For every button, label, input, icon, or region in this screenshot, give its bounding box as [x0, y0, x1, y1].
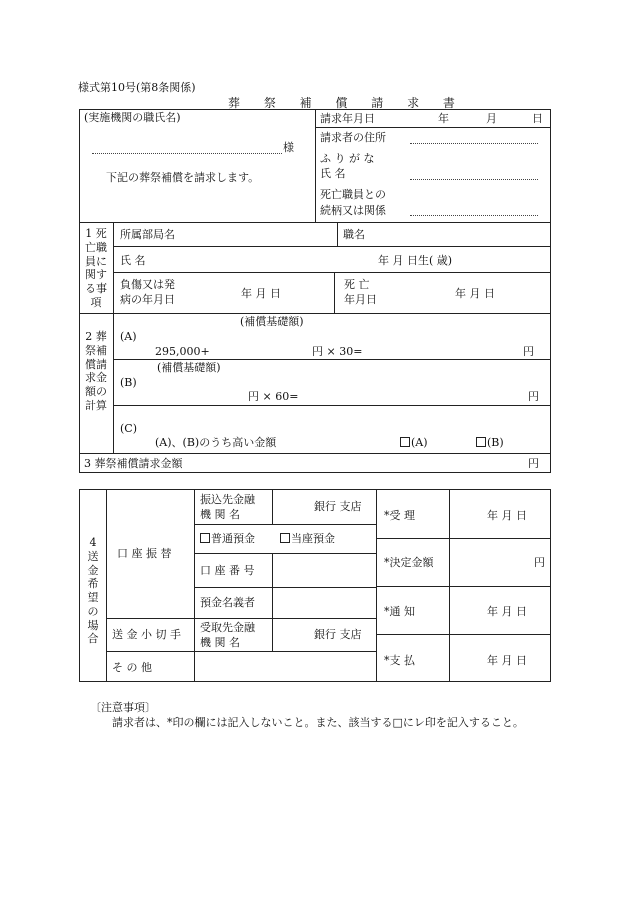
claimant-name-label: 氏 名: [320, 167, 346, 180]
checkbox-a-icon[interactable]: [400, 437, 410, 447]
receipt-date: 年 月 日: [487, 509, 527, 522]
notes-text: 請求者は、*印の欄には記入しないこと。また、該当する□にレ印を記入すること。: [112, 716, 524, 729]
account-holder-label: 預金名義者: [200, 596, 255, 609]
c-text: (A)、(B)のうち高い金額: [155, 436, 277, 449]
notes-title: 〔注意事項〕: [90, 701, 156, 714]
transfer-label: 口 座 振 替: [117, 547, 172, 560]
other-label: そ の 他: [112, 661, 152, 674]
agency-label: (実施機関の職氏名): [84, 111, 181, 124]
c-label: (C): [120, 422, 137, 435]
dept-label: 所属部局名: [120, 228, 175, 241]
b-label: (B): [120, 376, 137, 389]
address-line[interactable]: [410, 143, 538, 144]
check-label: 送 金 小 切 手: [112, 628, 181, 641]
section4-title: 4 送金希望の場合: [87, 536, 99, 646]
notice-date: 年 月 日: [487, 605, 527, 618]
agency-name-line[interactable]: [92, 153, 282, 154]
section1-title: 1 死亡職員に関する事項: [85, 227, 107, 309]
recv-label-2: 機 関 名: [200, 636, 240, 649]
b-yen: 円: [528, 390, 539, 403]
a-yen: 円: [523, 345, 534, 358]
account-number-label: 口 座 番 号: [200, 564, 255, 577]
sama-label: 様: [283, 141, 294, 154]
form-number: 様式第10号(第8条関係): [78, 81, 196, 94]
a-label: (A): [120, 330, 137, 343]
relation-line[interactable]: [410, 215, 538, 216]
address-label: 請求者の住所: [320, 131, 386, 144]
ordinary-deposit-option[interactable]: 普通預金: [200, 533, 255, 544]
section3-yen: 円: [528, 457, 539, 470]
request-year: 年: [438, 112, 449, 125]
furigana-label: ふ り が な: [320, 152, 375, 165]
recv-label-1: 受取先金融: [200, 621, 255, 634]
deceased-name-label: 氏 名: [120, 254, 146, 267]
position-label: 職名: [343, 228, 365, 241]
c-option-b[interactable]: (B): [476, 437, 504, 448]
injury-date: 年 月 日: [241, 287, 281, 300]
relation-label-2: 続柄又は関係: [320, 204, 386, 217]
bank-label-2: 機 関 名: [200, 508, 240, 521]
receipt-label: *受 理: [384, 509, 415, 522]
birth-date: 年 月 日生( 歳): [378, 254, 453, 267]
checkbox-b-icon[interactable]: [476, 437, 486, 447]
injury-label-1: 負傷又は発: [120, 278, 175, 291]
payment-date: 年 月 日: [487, 654, 527, 667]
injury-label-2: 病の年月日: [120, 293, 175, 306]
decided-yen: 円: [534, 556, 545, 569]
b-basis-label: (補償基礎額): [157, 361, 221, 374]
ordinary-checkbox-icon[interactable]: [200, 533, 210, 543]
request-date-label: 請求年月日: [320, 112, 375, 125]
section2-title: 2 葬祭補償請求金額の計算: [85, 330, 107, 412]
notice-label: *通 知: [384, 605, 415, 618]
a-basis-label: (補償基礎額): [240, 315, 304, 328]
c-option-a[interactable]: (A): [400, 437, 428, 448]
death-label-2: 年月日: [344, 293, 377, 306]
current-checkbox-icon[interactable]: [280, 533, 290, 543]
a-calc: 円 × 30=: [312, 345, 363, 358]
relation-label-1: 死亡職員との: [320, 188, 386, 201]
section3-title: 3 葬祭補償請求金額: [84, 457, 183, 470]
request-day: 日: [532, 112, 543, 125]
death-date: 年 月 日: [455, 287, 495, 300]
bank-branch: 銀行 支店: [314, 500, 362, 513]
decided-amount-label: *決定金額: [384, 556, 434, 569]
form-title: 葬 祭 補 償 請 求 書: [228, 96, 465, 110]
payment-label: *支 払: [384, 654, 415, 667]
request-statement: 下記の葬祭補償を請求します。: [106, 171, 260, 184]
a-amount: 295,000+: [155, 345, 210, 358]
current-deposit-option[interactable]: 当座預金: [280, 533, 335, 544]
request-month: 月: [486, 112, 497, 125]
death-label-1: 死 亡: [344, 278, 370, 291]
b-calc: 円 × 60=: [248, 390, 299, 403]
claimant-name-line[interactable]: [410, 179, 538, 180]
bank-label-1: 振込先金融: [200, 493, 255, 506]
recv-branch: 銀行 支店: [314, 628, 362, 641]
